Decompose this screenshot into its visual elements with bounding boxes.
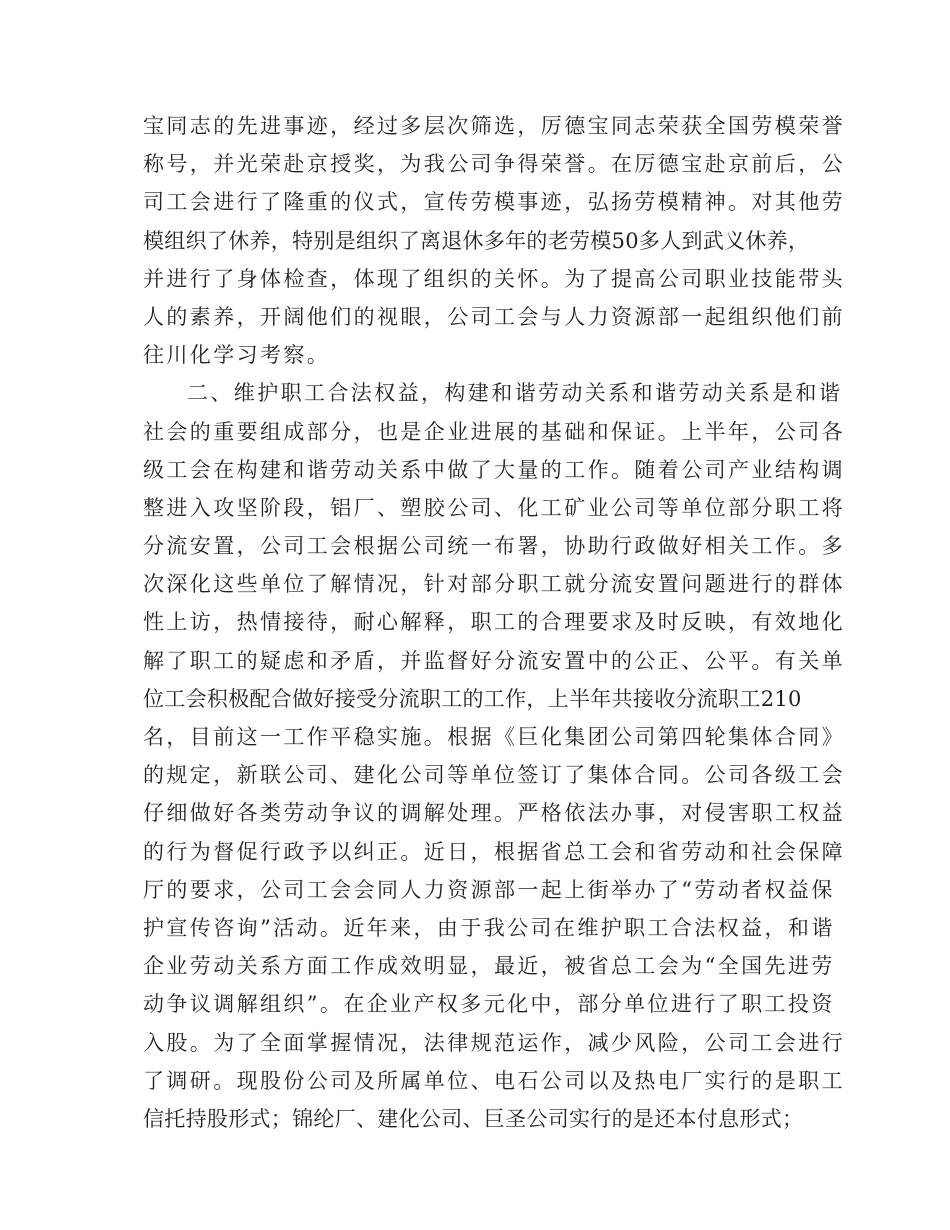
text-line: 次深化这些单位了解情况，针对部分职工就分流安置问题进行的群体	[143, 572, 845, 597]
text-line: 人的素养，开阔他们的视眼，公司工会与人力资源部一起组织他们前	[143, 304, 845, 329]
text-line: 了调研。现股份公司及所属单位、电石公司以及热电厂实行的是职工	[143, 1068, 845, 1093]
text-line: 的行为督促行政予以纠正。近日，根据省总工会和省劳动和社会保障	[143, 839, 845, 864]
text-line: 宝同志的先进事迹，经过多层次筛选，厉德宝同志荣获全国劳模荣誉	[143, 114, 845, 138]
text-line: 级工会在构建和谐劳动关系中做了大量的工作。随着公司产业结构调	[143, 457, 845, 482]
section-heading-line: 二、维护职工合法权益，构建和谐劳动关系和谐劳动关系是和谐	[187, 381, 843, 406]
text-line: 名，目前这一工作平稳实施。根据《巨化集团公司第四轮集体合同》	[143, 725, 845, 749]
text-line: 仔细做好各类劳动争议的调解处理。严格依法办事，对侵害职工权益	[143, 801, 845, 826]
text-line: 往川化学习考察。	[143, 343, 331, 368]
text-line: 分流安置，公司工会根据公司统一布署，协助行政做好相关工作。多	[143, 534, 845, 559]
text-line: 社会的重要组成部分，也是企业进展的基础和保证。上半年，公司各	[143, 419, 845, 444]
text-line: 入股。为了全面掌握情况，法律规范运作，减少风险，公司工会进行	[143, 1030, 845, 1055]
text-line: 动争议调解组织”。在企业产权多元化中，部分单位进行了职工投资	[143, 992, 835, 1017]
text-line: 的规定，新联公司、建化公司等单位签订了集体合同。公司各级工会	[143, 763, 845, 788]
text-line: 性上访，热情接待，耐心解释，职工的合理要求及时反映，有效地化	[143, 610, 845, 635]
text-line: 位工会积极配合做好接受分流职工的工作，上半年共接收分流职工210	[143, 686, 802, 711]
text-line: 解了职工的疑虑和矛盾，并监督好分流安置中的公正、公平。有关单	[143, 648, 845, 673]
text-line: 称号，并光荣赴京授奖，为我公司争得荣誉。在厉德宝赴京前后，公	[143, 152, 845, 177]
text-line: 整进入攻坚阶段，铝厂、塑胶公司、化工矿业公司等单位部分职工将	[143, 495, 845, 520]
body-text	[143, 107, 845, 1138]
text-line: 模组织了休养，特别是组织了离退休多年的老劳模50多人到武义休养，	[143, 228, 810, 253]
text-line: 护宣传咨询”活动。近年来，由于我公司在维护职工合法权益，和谐	[143, 915, 835, 940]
text-line: 企业劳动关系方面工作成效明显，最近，被省总工会为“全国先进劳	[143, 954, 835, 979]
text-line: 司工会进行了隆重的仪式，宣传劳模事迹，弘扬劳模精神。对其他劳	[143, 190, 845, 215]
text-line: 信托持股形式；锦纶厂、建化公司、巨圣公司实行的是还本付息形式；	[143, 1106, 804, 1131]
text-line: 厅的要求，公司工会会同人力资源部一起上街举办了“劳动者权益保	[143, 877, 835, 902]
text-line: 并进行了身体检查，体现了组织的关怀。为了提高公司职业技能带头	[143, 266, 845, 291]
